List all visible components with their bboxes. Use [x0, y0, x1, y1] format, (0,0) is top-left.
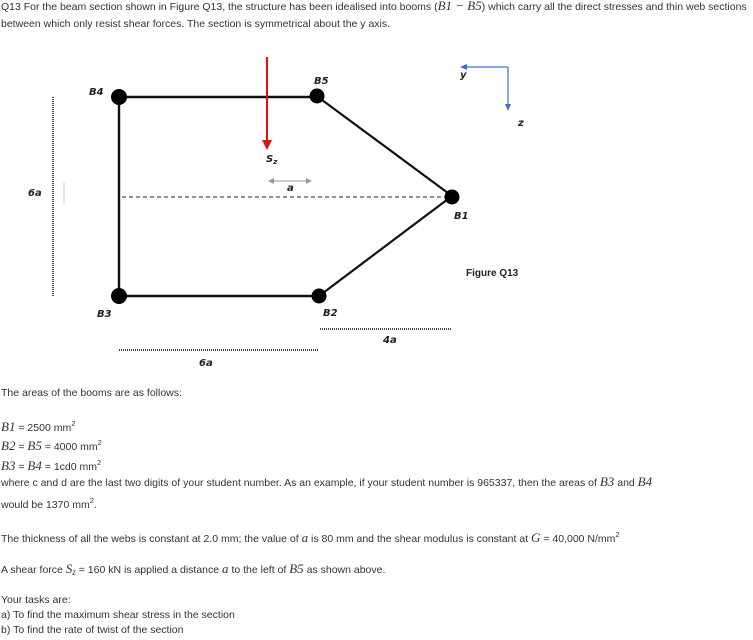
- dim-width-label: 6a: [199, 358, 213, 369]
- task-a: a) To find the maximum shear stress in the section: [1, 609, 235, 621]
- label-b4: B4: [89, 87, 104, 98]
- boom-b4: [111, 89, 127, 105]
- student-number-note: where c and d are the last two digits of your student number. As an example, if your student number is 965337, then the areas of B3 and B4 would be 1370 $mm^2$.: [1, 474, 653, 511]
- boom-b3: [111, 288, 127, 304]
- web-b1-b5: [318, 97, 452, 196]
- shear-force-label: $S_z$: [266, 154, 278, 166]
- area-b3-b4: B3 = B4 = 1cd0 $mm^2$: [1, 458, 102, 473]
- label-b2: B2: [323, 308, 338, 319]
- y-axis-label: y: [460, 70, 467, 81]
- booms-range: B1 − B5: [437, 0, 482, 13]
- label-b3: B3: [97, 309, 112, 320]
- label-b5: B5: [314, 76, 329, 87]
- z-axis-arrowhead: [505, 104, 511, 111]
- tasks-heading: Your tasks are:: [1, 594, 71, 606]
- dim-height-label: 6a: [28, 188, 42, 199]
- shear-force-arrowhead: [262, 140, 272, 150]
- intro-part2: ) which carry all the direct stresses and thin web sections between which only resist shear forces. The section is symmetrical about the y axis.: [1, 1, 747, 30]
- dim-a-arrow-right: [306, 178, 312, 184]
- areas-heading: The areas of the booms are as follows:: [1, 387, 182, 399]
- z-axis-label: z: [518, 118, 524, 129]
- boom-b5: [310, 89, 325, 104]
- dim-a-label: a: [287, 183, 294, 194]
- dim-slant-label: 4a: [383, 335, 397, 346]
- shear-force-statement: A shear force Sz = 160 kN is applied a distance a to the left of B5 as shown above.: [1, 561, 386, 577]
- figure-caption: Figure Q13: [466, 268, 519, 279]
- label-b1: B1: [454, 211, 469, 222]
- intro-part1: Q13 For the beam section shown in Figure Q13, the structure has been idealised into booms (: [1, 1, 438, 13]
- boom-b2: [312, 289, 327, 304]
- area-b2-b5: B2 = B5 = 4000 $mm^2$: [1, 438, 102, 453]
- boom-b1: [445, 190, 460, 205]
- area-b1: B1 = 2500 $mm^2$: [1, 419, 76, 434]
- web-b2-b1: [319, 196, 452, 296]
- task-b: b) To find the rate of twist of the section: [1, 624, 184, 636]
- dim-a-arrow-left: [268, 178, 274, 184]
- thickness-statement: The thickness of all the webs is constant at 2.0 mm; the value of a is 80 mm and the shear modulus is constant at G = 40,000 $N/mm^2$: [1, 530, 620, 545]
